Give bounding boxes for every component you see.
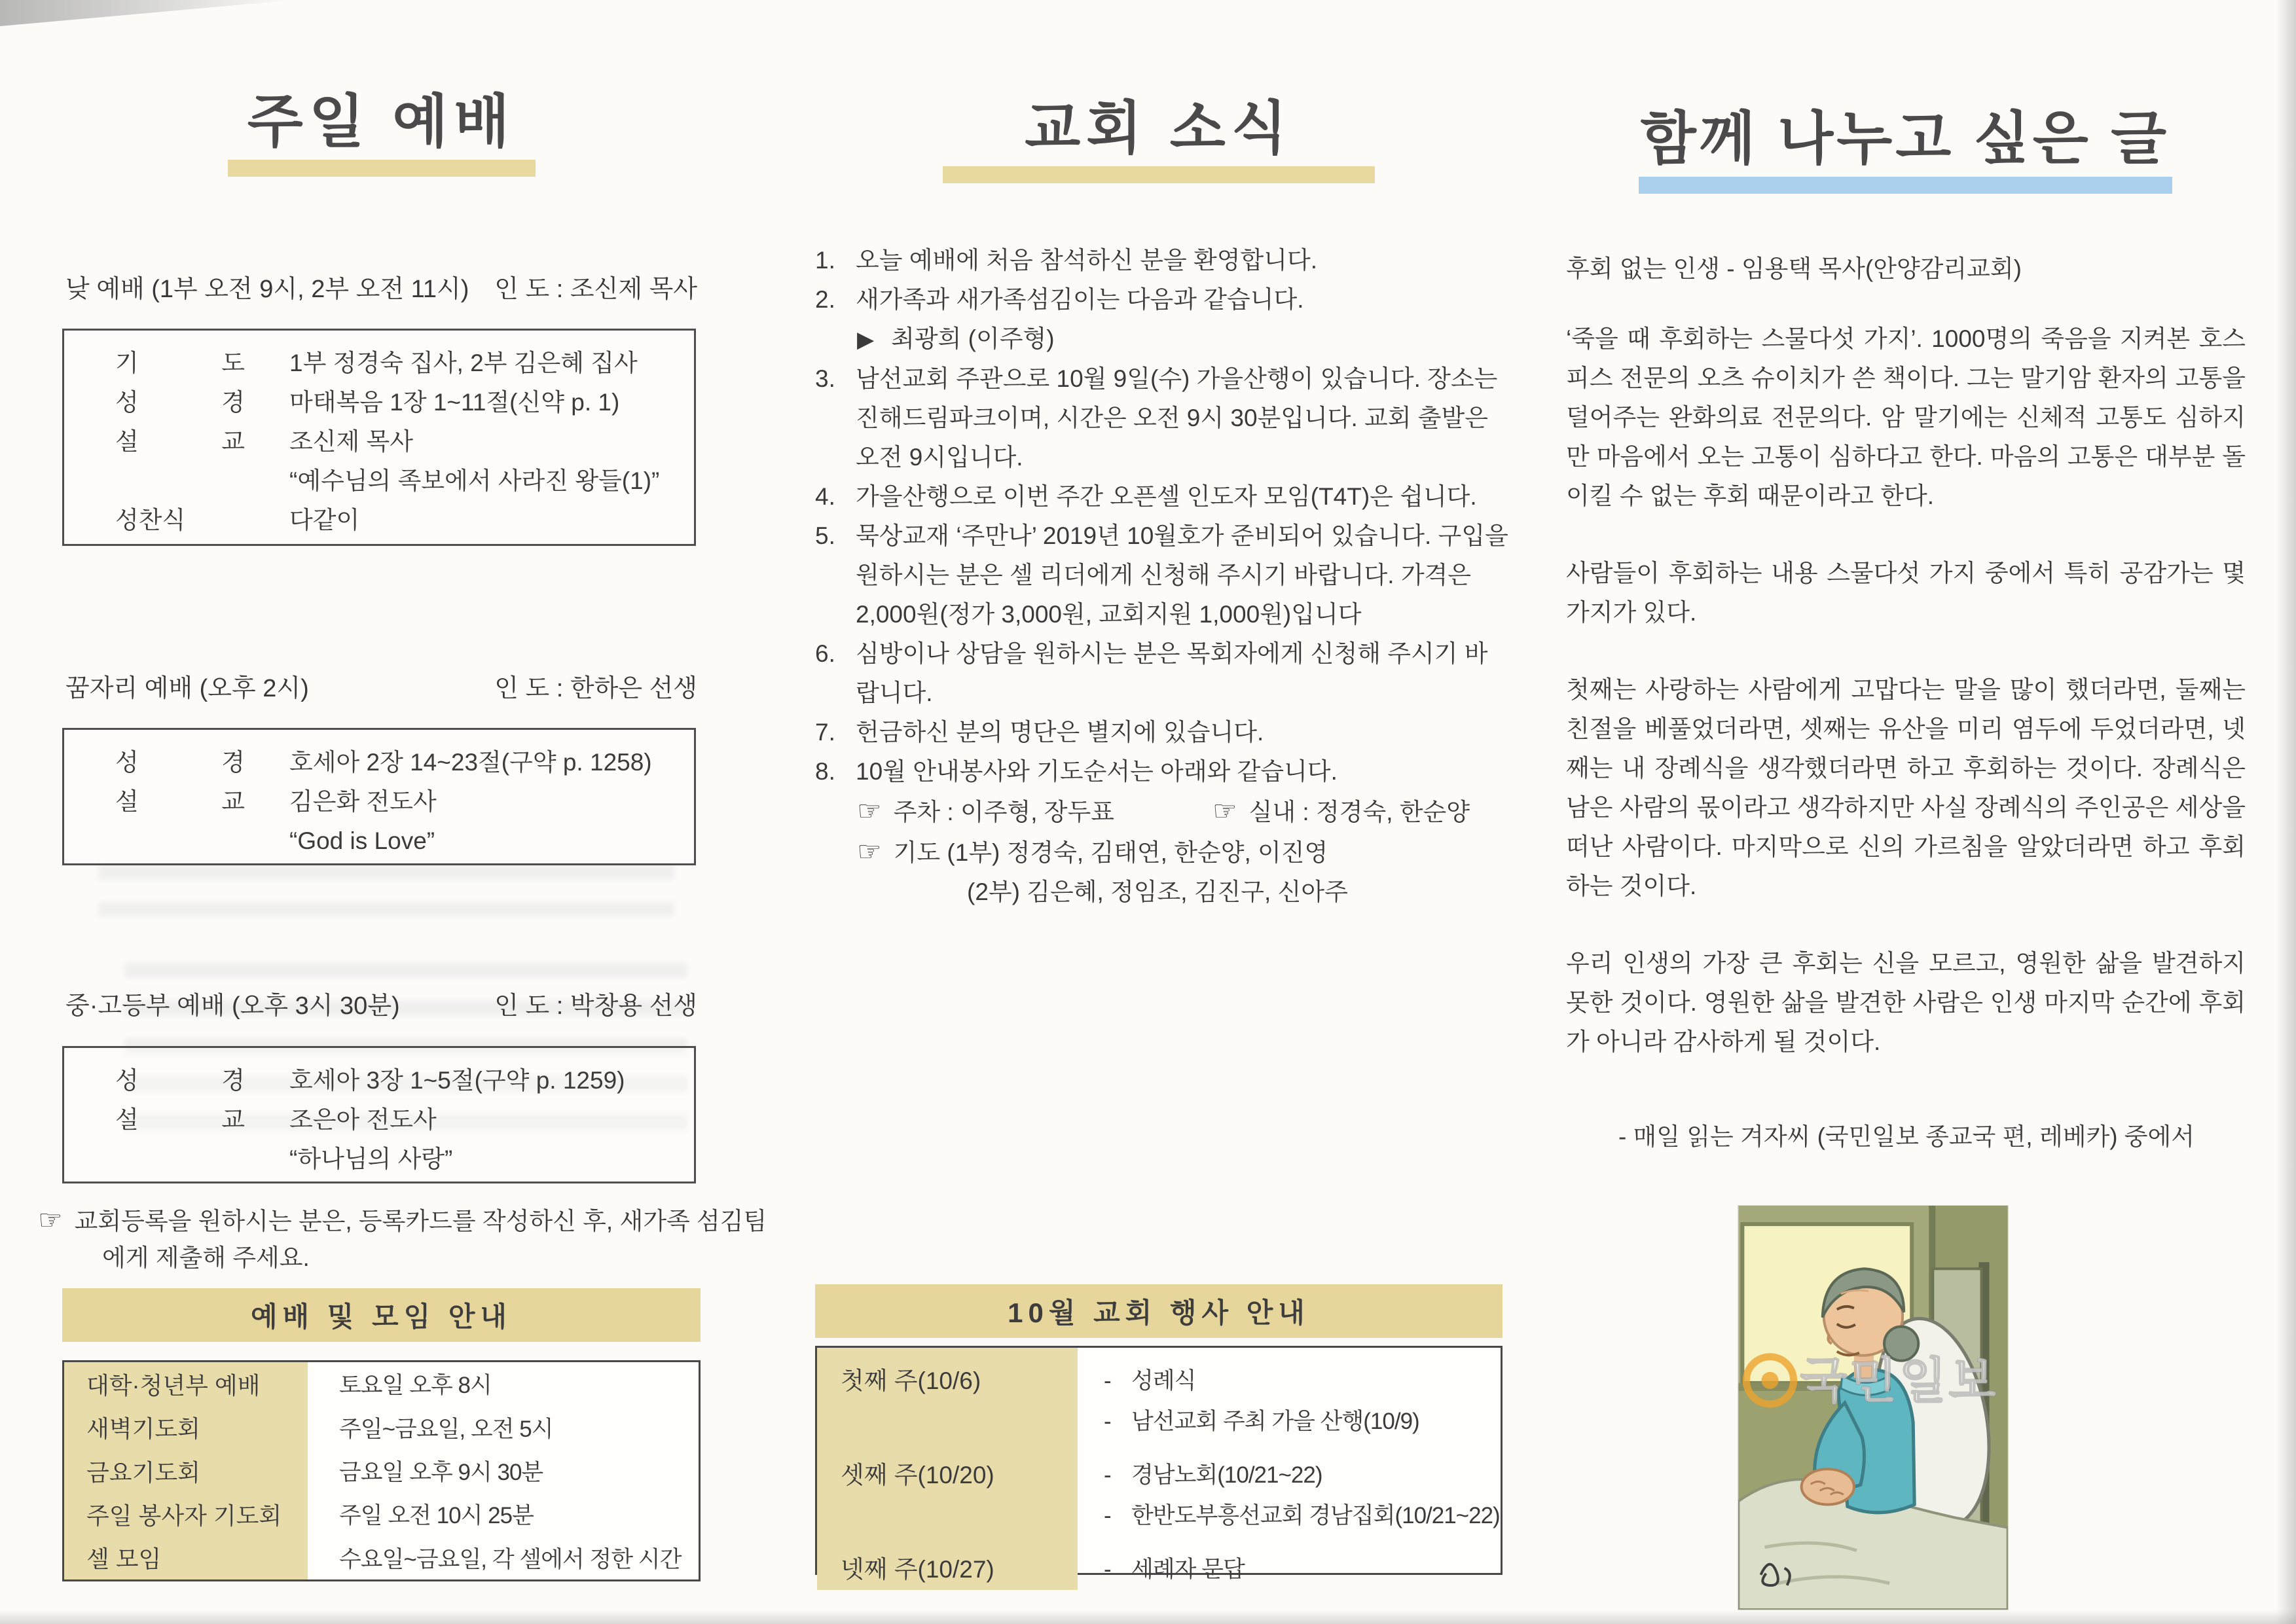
- table-row: [817, 1442, 1501, 1536]
- event-items-cell: [1078, 1348, 1501, 1442]
- dash-icon: -: [1104, 1503, 1111, 1528]
- duty-parking: 주차 : 이주형, 장두표: [893, 799, 1114, 825]
- service-row: [115, 461, 683, 501]
- service-value: 마태복음 1장 1~11절(신약 p. 1): [289, 389, 620, 416]
- service-value: 다같이: [289, 507, 360, 533]
- service-label: 성찬식: [115, 507, 186, 533]
- service-box: [62, 728, 696, 865]
- left-column-title: 주일 예배: [247, 89, 516, 154]
- news-number: 6.: [815, 640, 835, 667]
- service-value: 1부 정경숙 집사, 2부 김은혜 집사: [289, 350, 638, 376]
- news-text: 10월 안내봉사와 기도순서는 아래와 같습니다.: [856, 758, 1338, 785]
- dash-icon: -: [1104, 1409, 1111, 1434]
- duty-line-prayer-1: [815, 832, 1510, 873]
- event-week-cell: 첫째 주(10/6): [817, 1348, 1078, 1442]
- events-title: 10월 교회 행사 안내: [1008, 1297, 1310, 1328]
- table-row: [817, 1348, 1501, 1442]
- service-label: 설 교: [115, 428, 245, 455]
- duty-prayer-1: 기도 (1부) 정경숙, 김태연, 한순양, 이진영: [893, 839, 1328, 866]
- event-item-text: 경남노회(10/21~22): [1131, 1462, 1322, 1488]
- table-row: [64, 1492, 699, 1536]
- service-leader: 인 도 : 박창용 선생: [494, 992, 697, 1020]
- service-label: 성 경: [115, 389, 245, 416]
- service-label: 설 교: [115, 788, 245, 815]
- scan-artifact-bottom-edge: [0, 1610, 2296, 1624]
- event-item-text: 남선교회 주최 가을 산행(10/9): [1131, 1409, 1419, 1434]
- service-heading: 낮 예배 (1부 오전 9시, 2부 오전 11시): [65, 276, 469, 303]
- event-item-text: 세례자 문답: [1131, 1557, 1245, 1582]
- service-row: [115, 383, 683, 422]
- pointing-hand-icon: ☞: [857, 836, 882, 867]
- watermark-logo-dot: [1761, 1372, 1778, 1389]
- news-text: 가을산행으로 이번 주간 오픈셀 인도자 모임(T4T)은 쉽니다.: [856, 483, 1477, 510]
- news-item: [815, 634, 1510, 713]
- event-item: [1104, 1496, 1501, 1536]
- title-highlight-bar: [228, 160, 536, 177]
- service-leader: 인 도 : 조신제 목사: [494, 276, 697, 303]
- news-number: 1.: [815, 247, 835, 274]
- service-heading: 중·고등부 예배 (오후 3시 30분): [65, 992, 400, 1020]
- event-item: [1104, 1401, 1501, 1442]
- title-highlight-bar: [943, 166, 1375, 183]
- schedule-name-cell: 대학·청년부 예배: [64, 1362, 308, 1405]
- schedule-time-cell: 토요일 오후 8시: [339, 1373, 492, 1399]
- service-label: 기 도: [115, 350, 245, 376]
- duty-line-prayer-2: [815, 873, 1510, 912]
- bleedthrough-artifact: [98, 864, 674, 916]
- news-text: 남선교회 주관으로 10월 9일(수) 가을산행이 있습니다. 장소는 진해드림파크이며, 시간은 오전 9시 30분입니다. 교회 출발은 오전 9시입니다.: [856, 365, 1498, 471]
- news-item: [815, 241, 1510, 280]
- dash-icon: -: [1104, 1557, 1111, 1582]
- news-number: 2.: [815, 286, 835, 313]
- event-item-text: 성례식: [1131, 1368, 1196, 1394]
- table-row: [64, 1449, 699, 1492]
- illustration: [1738, 1206, 2008, 1610]
- title-highlight-bar: [1639, 177, 2172, 194]
- right-column-title: 함께 나누고 싶은 글: [1640, 106, 2170, 171]
- service-label: [115, 821, 245, 861]
- service-row: [115, 1061, 683, 1100]
- schedule-name-cell: 새벽기도회: [64, 1405, 308, 1449]
- service-heading-row: [65, 668, 697, 704]
- duty-prayer-2: (2부) 김은혜, 정임조, 김진구, 신아주: [967, 878, 1348, 905]
- registration-note-text: 교회등록을 원하시는 분은, 등록카드를 작성하신 후, 새가족 섬김팀에게 제출해 주세요.: [74, 1208, 767, 1271]
- duty-indoor: 실내 : 정경숙, 한순양: [1248, 799, 1470, 825]
- service-value: 조은아 전도사: [289, 1106, 437, 1133]
- essay-paragraph: ‘죽을 때 후회하는 스물다섯 가지’. 1000명의 죽음을 지켜본 호스피스 전문의 오츠 슈이치가 쓴 책이다. 그는 말기암 환자의 고통을 덜어주는 완화의료 전문의다. 암 말기에는 신체적 고통도 심하지만 마음에서 오는 고통이 심하다고 한다. 마음의 고통은 대부분 돌이킬 수 없는 후회 때문이라고 한다.: [1566, 325, 2246, 509]
- service-row: [115, 743, 683, 782]
- pointing-hand-icon: ☞: [857, 795, 882, 826]
- news-number: 4.: [815, 483, 835, 510]
- essay-paragraph: 사람들이 후회하는 내용 스물다섯 가지 중에서 특히 공감가는 몇 가지가 있다.: [1566, 560, 2246, 626]
- event-week-cell: 셋째 주(10/20): [817, 1442, 1078, 1536]
- scan-artifact-right-edge: [2276, 0, 2296, 1624]
- essay-attribution: - 매일 읽는 겨자씨 (국민일보 종교국 편, 레베카) 중에서: [1618, 1123, 2195, 1150]
- service-value: 호세아 2장 14~23절(구약 p. 1258): [289, 749, 652, 776]
- schedule-title: 예배 및 모임 안내: [250, 1301, 512, 1332]
- news-text: 심방이나 상담을 원하시는 분은 목회자에게 신청해 주시기 바랍니다.: [856, 640, 1488, 706]
- news-text: 헌금하신 분의 명단은 별지에 있습니다.: [856, 719, 1264, 746]
- events-table: [815, 1346, 1503, 1583]
- essay-paragraph: 첫째는 사랑하는 사람에게 고맙다는 말을 많이 했더라면, 둘째는 친절을 베풀었더라면, 셋째는 유산을 미리 염두에 두었더라면, 넷째는 내 장례식을 생각했더라면 하고 후회하는 것이다. 장례식은 남은 사람의 몫이라고 생각하지만 사실 장례식의 주인공은 세상을 떠난 사람이다. 마지막으로 신의 가르침을 알았더라면 하고 후회하는 것이다.: [1566, 676, 2246, 899]
- service-row: [115, 821, 683, 861]
- service-label: [115, 1140, 245, 1179]
- schedule-time-cell: 금요일 오후 9시 30분: [339, 1460, 543, 1486]
- event-item: [1104, 1455, 1501, 1496]
- table-row: [64, 1536, 699, 1579]
- pointing-hand-icon: ☞: [1212, 795, 1237, 826]
- service-value: 조신제 목사: [289, 428, 413, 455]
- service-heading-row: [65, 985, 697, 1021]
- news-item: [815, 477, 1510, 516]
- news-item: [815, 359, 1510, 477]
- news-item: [815, 516, 1510, 634]
- schedule-time-cell: 주일~금요일, 오전 5시: [339, 1416, 553, 1442]
- scan-artifact-corner: [0, 0, 295, 26]
- watermark-text: 국민일보: [1800, 1353, 1999, 1408]
- sermon-title: “예수님의 족보에서 사라진 왕들(1)”: [289, 467, 660, 494]
- schedule-name-cell: 금요기도회: [64, 1449, 308, 1492]
- service-leader: 인 도 : 한하은 선생: [494, 675, 697, 702]
- service-row: [115, 1140, 683, 1179]
- event-item: [1104, 1361, 1501, 1401]
- news-item: [815, 713, 1510, 752]
- sermon-title: “God is Love”: [289, 827, 435, 854]
- new-family-entry: [815, 319, 1510, 359]
- event-item-text: 한반도부흥선교회 경남집회(10/21~22): [1131, 1503, 1500, 1528]
- service-row: [115, 344, 683, 383]
- middle-column-title-block: [815, 98, 1503, 183]
- schedule-table: [62, 1360, 701, 1581]
- service-label: [115, 461, 245, 501]
- service-row: [115, 1100, 683, 1140]
- news-number: 8.: [815, 758, 835, 785]
- sermon-title: “하나님의 사랑”: [289, 1146, 453, 1172]
- events-title-bar: [815, 1284, 1503, 1338]
- table-row: [64, 1362, 699, 1405]
- schedule-time-cell: 주일 오전 10시 25분: [339, 1503, 534, 1529]
- table-row: [64, 1405, 699, 1449]
- essay-body: [1566, 319, 2246, 1100]
- service-row: [115, 782, 683, 821]
- church-news-list: [815, 241, 1510, 912]
- service-label: 성 경: [115, 1067, 245, 1094]
- schedule-title-bar: [62, 1288, 701, 1342]
- clasped-hands: [1802, 1469, 1854, 1504]
- duty-line-parking-indoor: [815, 791, 1510, 832]
- news-text: 오늘 예배에 처음 참석하신 분을 환영합니다.: [856, 247, 1318, 274]
- essay-subtitle: 후회 없는 인생 - 임용택 목사(안양감리교회): [1566, 255, 2022, 282]
- service-box: [62, 329, 696, 546]
- service-heading-row: [65, 268, 697, 304]
- middle-column-title: 교회 소식: [1025, 96, 1293, 160]
- event-items-cell: [1078, 1536, 1501, 1590]
- table-row: [817, 1536, 1501, 1590]
- service-box: [62, 1046, 696, 1183]
- event-week-cell: 넷째 주(10/27): [817, 1536, 1078, 1590]
- new-family-name: 최광희 (이주형): [891, 325, 1055, 352]
- service-row: [115, 422, 683, 461]
- news-number: 7.: [815, 719, 835, 746]
- essay-paragraph: 우리 인생의 가장 큰 후회는 신을 모르고, 영원한 삶을 발견하지 못한 것이다. 영원한 삶을 발견한 사람은 인생 마지막 순간에 후회가 아니라 감사하게 될 것이다.: [1566, 950, 2246, 1055]
- left-column-title-block: [62, 89, 701, 177]
- pointing-hand-icon: ☞: [38, 1204, 63, 1235]
- news-number: 5.: [815, 522, 835, 549]
- schedule-time-cell: 수요일~금요일, 각 셀에서 정한 시간: [339, 1546, 682, 1572]
- news-text: 새가족과 새가족섬김이는 다음과 같습니다.: [856, 286, 1304, 313]
- schedule-name-cell: 주일 봉사자 기도회: [64, 1492, 308, 1536]
- service-label: 설 교: [115, 1106, 245, 1133]
- triangle-bullet-icon: ▶: [857, 327, 875, 352]
- event-item: [1104, 1549, 1501, 1590]
- news-number: 3.: [815, 365, 835, 392]
- news-item: [815, 752, 1510, 791]
- news-item: [815, 280, 1510, 319]
- service-value: 호세아 3장 1~5절(구약 p. 1259): [289, 1067, 625, 1094]
- dash-icon: -: [1104, 1462, 1111, 1488]
- right-column-title-block: [1555, 106, 2255, 194]
- service-heading: 꿈자리 예배 (오후 2시): [65, 675, 309, 702]
- service-label: 성 경: [115, 749, 245, 776]
- schedule-name-cell: 셀 모임: [64, 1536, 308, 1579]
- registration-note: [38, 1202, 770, 1276]
- dash-icon: -: [1104, 1368, 1111, 1394]
- news-text: 묵상교재 ‘주만나’ 2019년 10월호가 준비되어 있습니다. 구입을 원하시는 분은 셀 리더에게 신청해 주시기 바랍니다. 가격은 2,000원(정가 3,000원, 교회지원 1,000원)입니다: [856, 522, 1508, 628]
- event-items-cell: [1078, 1442, 1501, 1536]
- service-row: [115, 501, 683, 540]
- service-value: 김은화 전도사: [289, 788, 437, 815]
